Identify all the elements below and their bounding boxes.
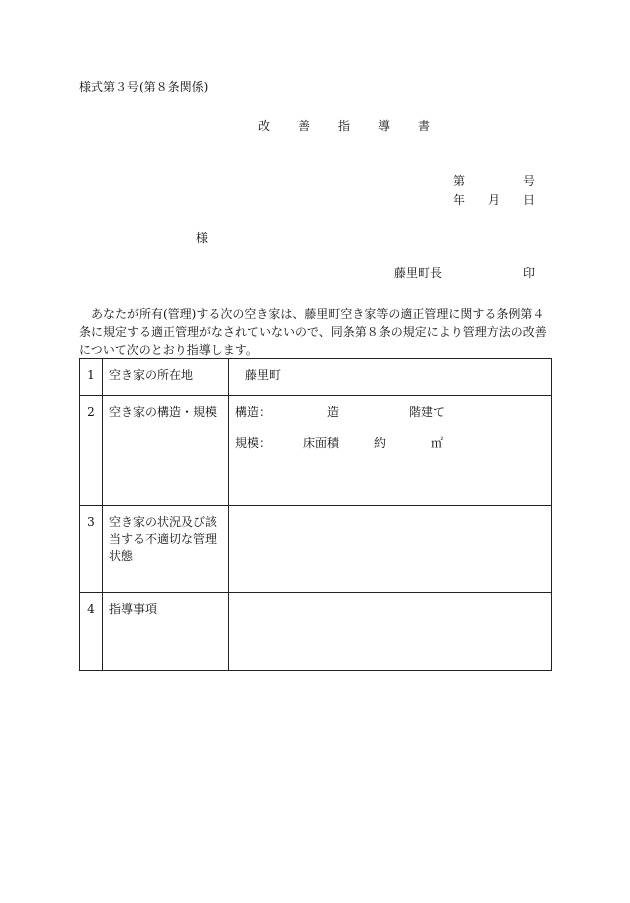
table-row [80,396,552,506]
issue-number-label: 第 [453,174,466,188]
document-title: 改 善 指 導 書 [258,119,439,133]
table-row [80,359,552,396]
row-value [229,359,552,396]
floors-unit: 階建て [409,405,446,419]
row-number: 3 [80,506,103,593]
row-label: 空き家の状況及び該当する不適切な管理状態 [103,506,229,593]
body-paragraph: あなたが所有(管理)する次の空き家は、藤里町空き家等の適正管理に関する条例第４条に規定する適正管理がなされていないので、同条第８条の規定により管理方法の改善について次のとおり指導します。 [79,307,547,357]
row-value [229,506,552,593]
table-row [80,506,552,593]
table-row [80,593,552,671]
approx-label: 約 [374,436,387,450]
row-label: 指導事項 [103,593,229,671]
row-number: 4 [80,593,103,671]
location-value: 藤里町 [245,368,282,382]
row-value [229,396,552,506]
row-number: 2 [80,396,103,506]
seal-mark: 印 [523,266,536,280]
floor-area-label: 床面積 [303,436,340,450]
structure-unit: 造 [327,405,340,419]
structure-label: 構造： [235,405,272,419]
scale-line [235,435,545,452]
date-year-label: 年 [453,193,466,207]
date-day-label: 日 [523,193,536,207]
issuer-name: 藤里町長 [394,266,443,280]
row-value [229,593,552,671]
issue-number-suffix: 号 [523,174,536,188]
guidance-table [79,358,552,671]
area-unit: ㎡ [431,436,444,450]
structure-line [235,404,545,421]
date-month-label: 月 [488,193,501,207]
row-label: 空き家の所在地 [103,359,229,396]
addressee-honorific: 様 [196,231,209,245]
row-number: 1 [80,359,103,396]
form-number: 様式第３号(第８条関係) [79,80,209,94]
row-label: 空き家の構造・規模 [103,396,229,506]
scale-label: 規模： [235,436,272,450]
